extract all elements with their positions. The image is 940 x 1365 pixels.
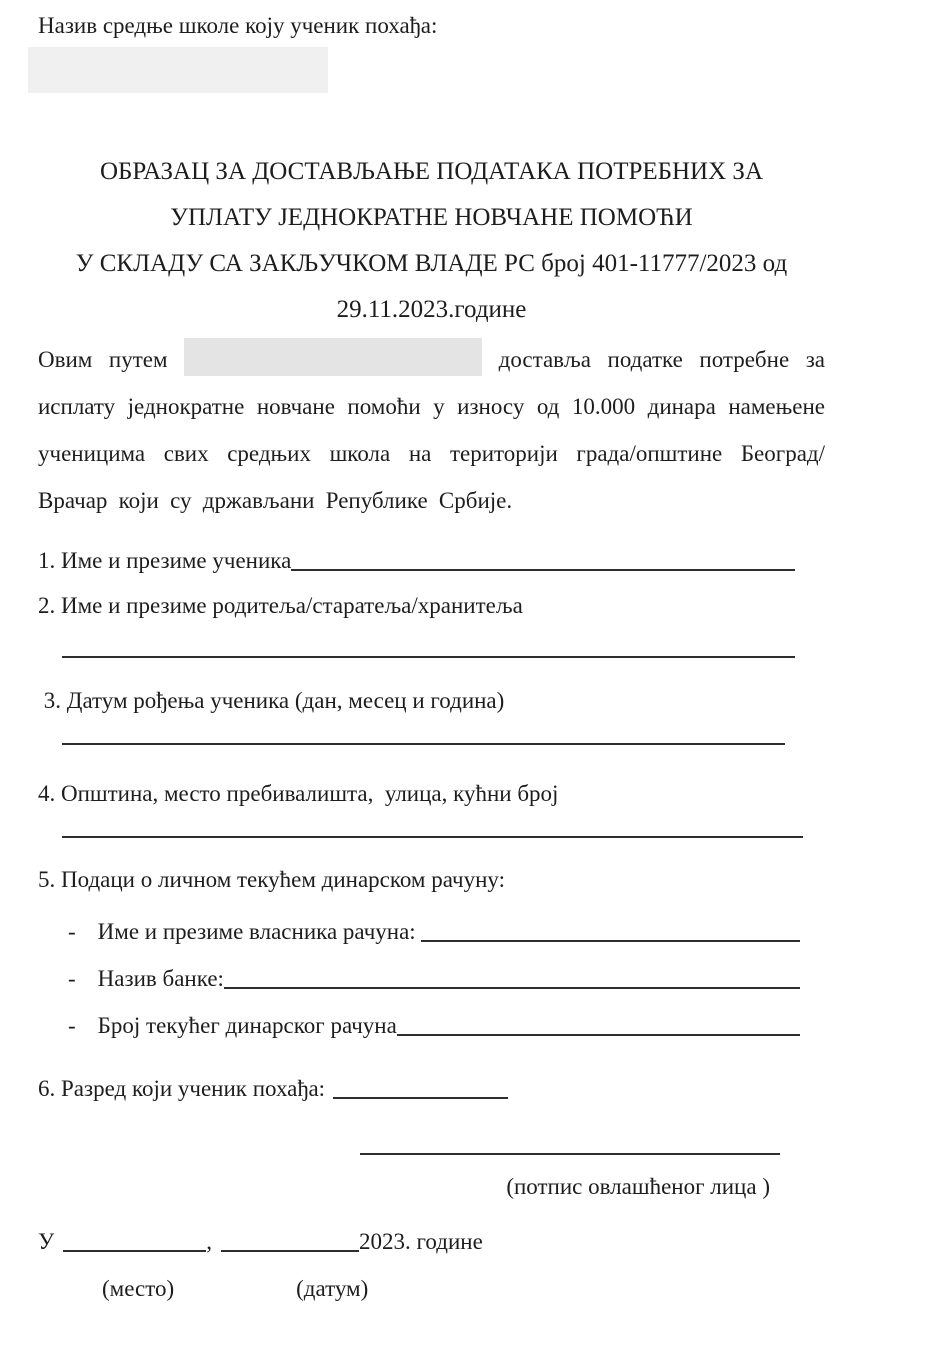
form-title-line: ОБРАЗАЦ ЗА ДОСТАВЉАЊЕ ПОДАТАКА ПОТРЕБНИХ ЗА xyxy=(99,158,763,185)
blank-bank-name-line xyxy=(224,987,800,989)
footer-comma: , xyxy=(206,1229,213,1254)
form-item-student-name xyxy=(38,546,795,576)
item-label: 4. Општина, место пребивалишта, улица, кућни број xyxy=(38,781,559,806)
sub-item-account-number xyxy=(38,1011,800,1041)
blank-date-line xyxy=(221,1250,359,1252)
blank-birth-date-line xyxy=(62,743,785,745)
sub-item-account-owner xyxy=(38,917,800,947)
signature-caption: (потпис овлашћеног лица ) xyxy=(506,1174,770,1199)
intro-text-after: доставља податке потребне за исплату једнократне новчане помоћи у износу од 10.000 динара намењене ученицима свих средњих школа на територији града/општине Београд/Врачар који су држављани Републике Србије. xyxy=(38,347,826,513)
intro-text-before: Овим путем xyxy=(38,347,168,372)
school-name-label: Назив средње школе коју ученик похађа: xyxy=(38,13,438,38)
item-label: 2. Име и презиме родитеља/старатеља/хранитеља xyxy=(38,593,523,618)
item-label: 6. Разред који ученик похађа: xyxy=(38,1076,326,1101)
school-name-redaction-box xyxy=(28,47,328,93)
dash-bullet: - xyxy=(68,1013,76,1038)
place-date-line xyxy=(38,1227,825,1257)
form-title xyxy=(38,149,825,333)
form-item-grade xyxy=(38,1074,825,1104)
date-caption: (датум) xyxy=(296,1276,369,1301)
blank-parent-name-line xyxy=(62,656,795,658)
signature-line xyxy=(360,1153,780,1155)
footer-year-suffix: 2023. године xyxy=(359,1229,483,1254)
sub-item-label: Назив банке: xyxy=(97,966,224,991)
sub-item-bank-name xyxy=(38,964,800,994)
form-item-address xyxy=(38,779,825,838)
place-date-captions xyxy=(38,1274,825,1304)
blank-address-line xyxy=(62,836,803,838)
form-title-line: 29.11.2023.године xyxy=(336,296,527,323)
item-label: 3. Датум рођења ученика (дан, месец и година) xyxy=(38,688,505,713)
form-title-line: УПЛАТУ ЈЕДНОКРАТНЕ НОВЧАНЕ ПОМОЋИ xyxy=(170,204,693,231)
sub-item-label: Број текућег динарског рачуна xyxy=(97,1013,397,1038)
form-item-birth-date xyxy=(38,686,825,745)
form-title-line: У СКЛАДУ СА ЗАКЉУЧКОМ ВЛАДЕ РС број 401-11777/2023 од xyxy=(75,250,788,277)
item-label: 1. Име и презиме ученика xyxy=(38,548,292,573)
blank-place-line xyxy=(63,1250,206,1252)
blank-grade-line xyxy=(333,1097,508,1099)
form-item-parent-name xyxy=(38,591,825,658)
blank-account-number-line xyxy=(397,1034,800,1036)
item-label: 5. Подаци о личном текућем динарском рачуну: xyxy=(38,867,505,892)
sub-item-label: Име и презиме власника рачуна: xyxy=(97,919,422,944)
footer-prefix: У xyxy=(38,1229,55,1254)
blank-account-owner-line xyxy=(421,940,800,942)
place-caption: (место) xyxy=(102,1276,175,1301)
submitter-name-redaction-box xyxy=(184,338,482,376)
blank-student-name-line xyxy=(291,569,795,571)
intro-paragraph xyxy=(38,336,825,524)
form-item-bank-account xyxy=(38,865,825,1041)
dash-bullet: - xyxy=(68,919,76,944)
dash-bullet: - xyxy=(68,966,76,991)
